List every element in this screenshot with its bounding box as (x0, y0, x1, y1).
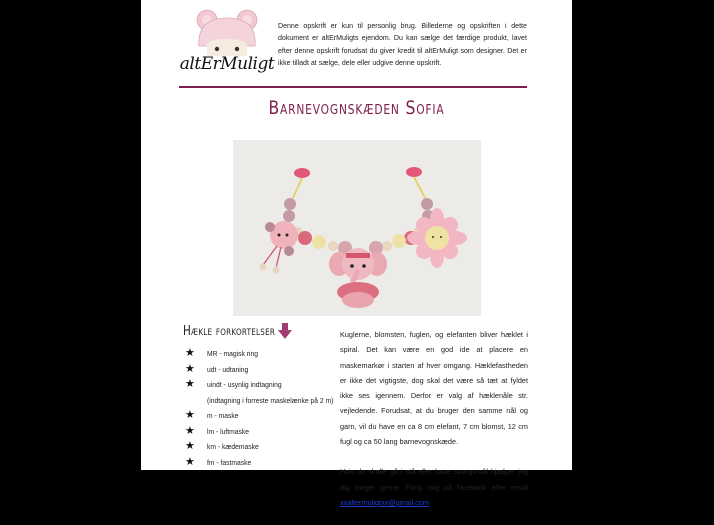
list-item: ★ MR - magisk ring (185, 346, 347, 362)
instructions-paragraph: Kuglerne, blomsten, fuglen, og elefanten bliver hæklet i spiral. Det kan være en god ide at placere en maskemarkør i starten af hver omgang. Hæklefastheden er ikke det vigtigste, dog skal det være så tæt at fyldet ikke ses igennem. Derfor er valg af hæklenåle str. vejledende. Forudsat, at du bruger den samme nål og garn, vil du have en ca 8 cm elefant, 7 cm blomst, 12 cm fugl og ca 50 lang barnevognskæde. (340, 330, 528, 447)
list-item: ★ fm - fastmaske (185, 455, 347, 471)
logo-text: altErMuligt (179, 54, 275, 74)
list-item: ★ udt - udtaning (185, 362, 347, 378)
list-item: ★ m - maske (185, 408, 347, 424)
star-icon: ★ (185, 455, 195, 468)
crochet-chain-image (233, 140, 481, 316)
star-icon: ★ (185, 347, 195, 359)
abbreviations-list (185, 346, 347, 470)
page-title: Barnevognskæden Sofia (268, 97, 445, 119)
arrow-down-icon (278, 323, 292, 339)
list-item: ★ uindt - usynlig indtagning (185, 377, 347, 393)
document-page (141, 0, 572, 507)
star-icon: ★ (185, 424, 195, 437)
instructions-text (340, 327, 528, 525)
logo (177, 6, 277, 80)
abbreviations-heading: Hækle forkortelser (183, 324, 276, 339)
star-icon: ★ (185, 409, 195, 421)
product-photo (233, 140, 481, 316)
contact-paragraph: Hvis du skulle gå i stå eller have spørgsmål hjælper jeg dig meget gerne. Fang mig på facebook eller email xxaltermuligtxx@gmail.com (340, 467, 528, 507)
disclaimer-text: Denne opskrift er kun til personlig brug. Billederne og opskriften i dette dokument er altErMuligts ejendom. Du kan sælge det færdige produkt, lavet efter denne opskrift forudsat du giver kredit til altErMuligt som designer. Det er ikke tilladt at sælge, dele eller udgive denne opskrift. (278, 21, 527, 67)
header-divider (179, 86, 527, 88)
star-icon: ★ (185, 362, 195, 375)
email-link[interactable]: xxaltermuligtxx@gmail.com (340, 497, 429, 507)
list-item: ★ lm - luftmaske (185, 424, 347, 440)
star-icon: ★ (185, 440, 195, 452)
list-item-note: (indtagning i forreste maskelænke på 2 m) (207, 395, 334, 405)
star-icon: ★ (185, 378, 195, 390)
baby-hat-icon (177, 6, 277, 56)
list-item: ★ km - kædemaske (185, 439, 347, 455)
